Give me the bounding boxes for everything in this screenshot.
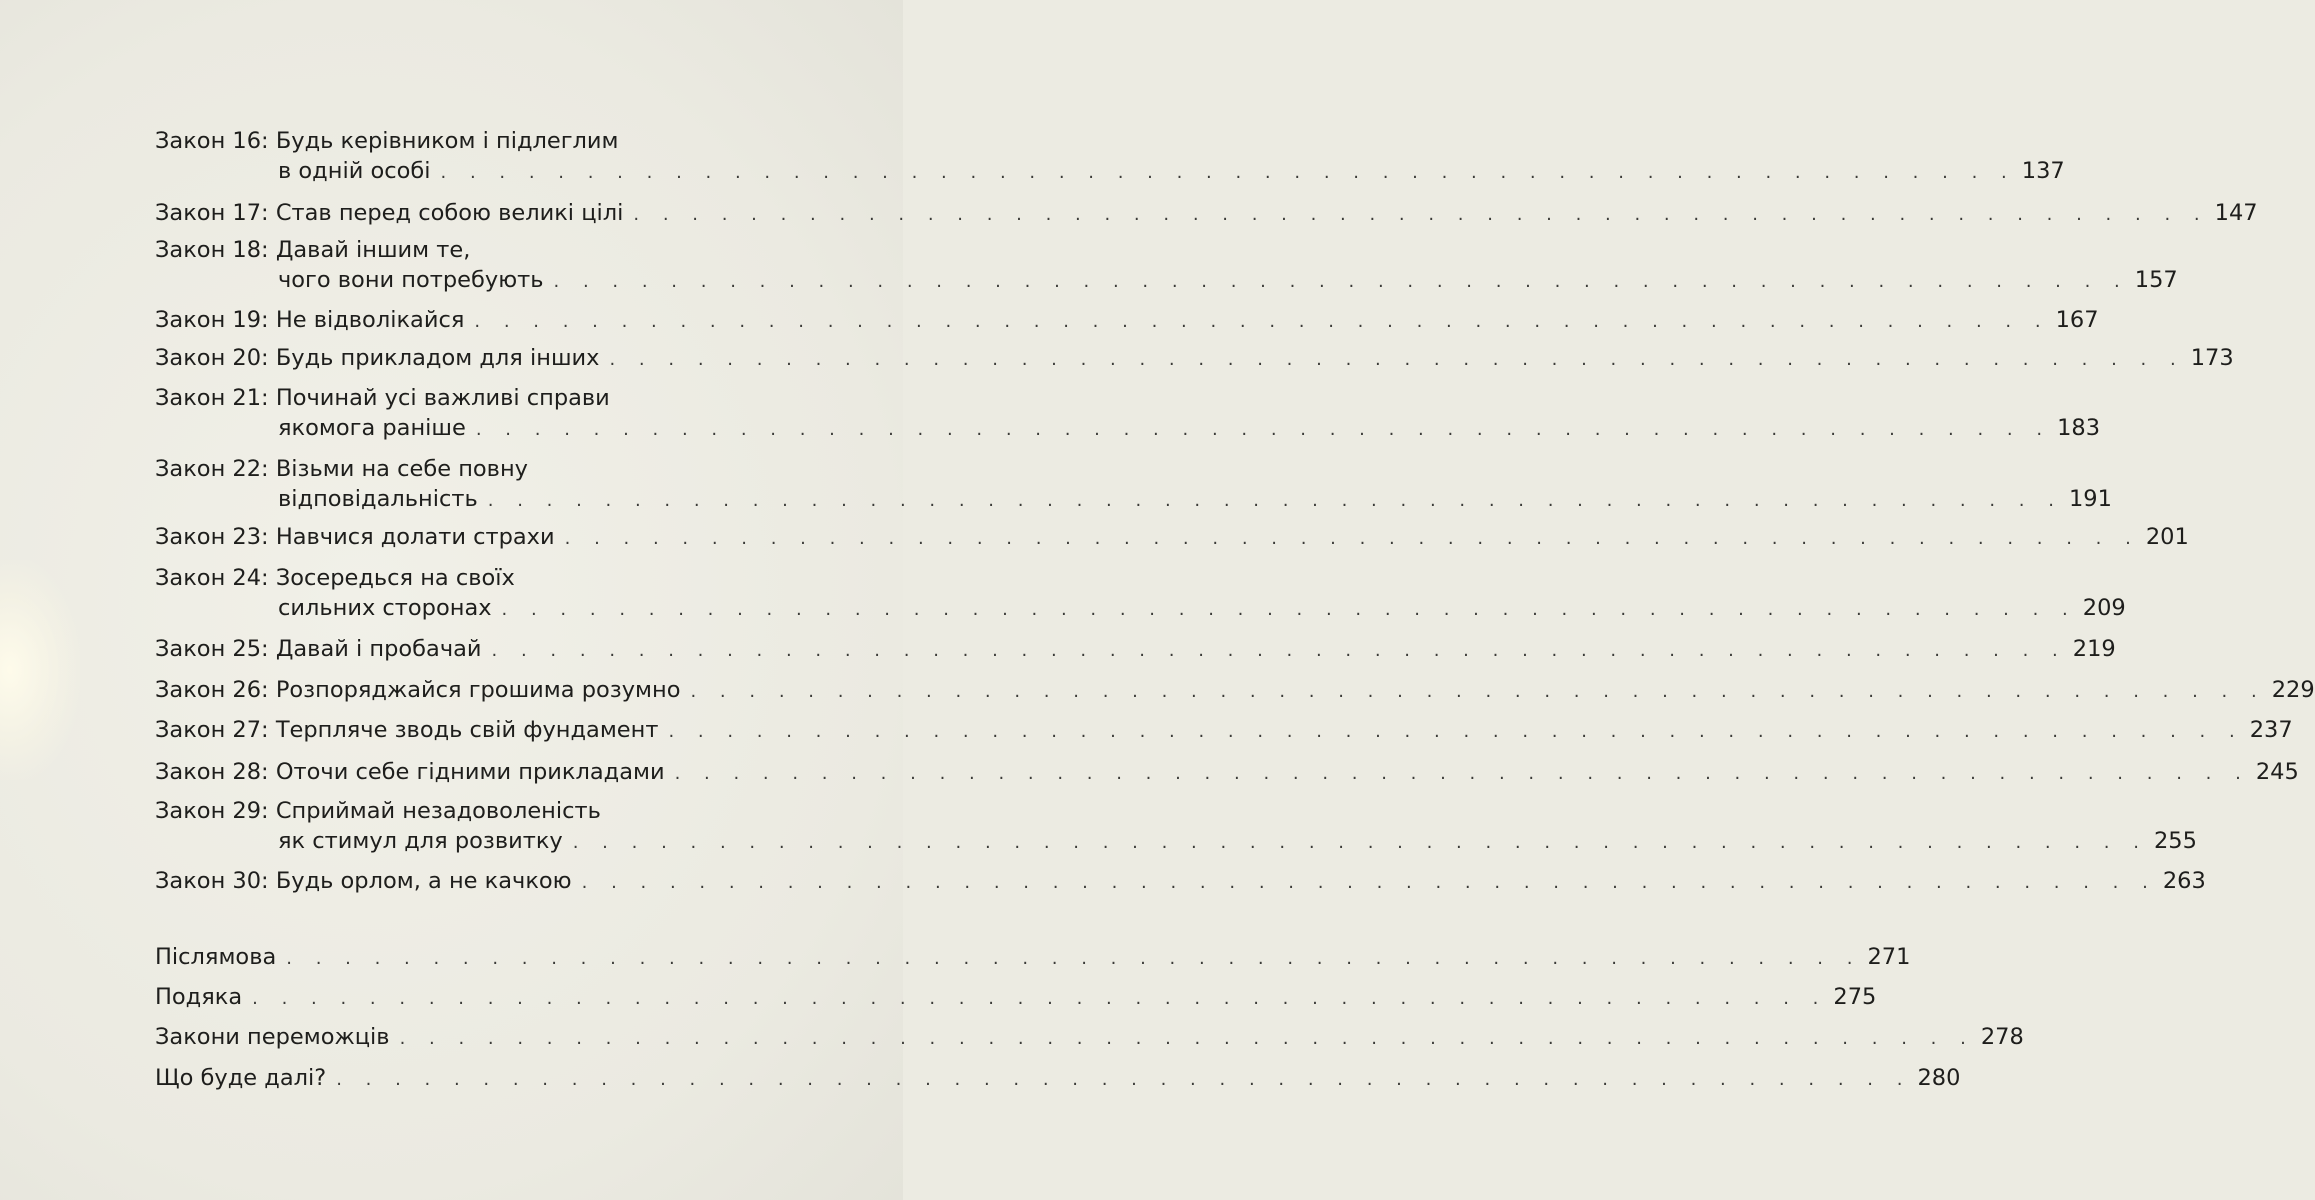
law-label: Закон 24: — [155, 565, 269, 591]
toc-line — [155, 866, 2206, 896]
entry-title: Будь прикладом для інших — [275, 345, 600, 371]
toc-line — [155, 796, 805, 826]
page-number: 191 — [2068, 486, 2112, 512]
toc-line — [155, 715, 2293, 745]
page-number: 183 — [2057, 415, 2101, 441]
entry-title: Оточи себе гідними прикладами — [275, 759, 665, 785]
toc-entry-law-30[interactable] — [155, 866, 2206, 896]
toc-line — [155, 563, 805, 593]
entry-title: Розпоряджайся грошима розумно — [275, 677, 681, 703]
page-number: 255 — [2153, 828, 2197, 854]
toc-entry-law-21[interactable] — [155, 383, 2101, 443]
law-label: Закон 22: — [155, 456, 269, 482]
law-label: Закон 21: — [155, 385, 269, 411]
toc-line — [155, 1063, 1961, 1093]
dot-leader: . . . . . . . . . . . . . . . . . . . . . . . . . . . . . . . . . . . . . . . . . . . . . . . . . . . . . . — [336, 1069, 1912, 1090]
law-label: Закон 16: — [155, 128, 269, 154]
entry-title: Закони переможців — [155, 1024, 390, 1050]
law-label: Закон 27: — [155, 717, 269, 743]
page-number: 237 — [2249, 717, 2293, 743]
page-number: 278 — [1980, 1024, 2024, 1050]
toc-line — [155, 198, 2258, 228]
page-number: 157 — [2134, 267, 2178, 293]
dot-leader: . . . . . . . . . . . . . . . . . . . . . . . . . . . . . . . . . . . . . . . . . . . . . . . . . . . . . . — [501, 599, 2077, 620]
toc-line — [155, 634, 2116, 664]
toc-line — [155, 454, 805, 484]
dot-leader: . . . . . . . . . . . . . . . . . . . . . . . . . . . . . . . . . . . . . . . . . . . . . . . . . . . . . . — [399, 1028, 1975, 1049]
dot-leader: . . . . . . . . . . . . . . . . . . . . . . . . . . . . . . . . . . . . . . . . . . . . . . . . . . . . . . — [475, 419, 2052, 440]
entry-title: Сприймай незадоволеність — [275, 798, 601, 824]
law-label: Закон 19: — [155, 307, 269, 333]
toc-line — [155, 126, 805, 156]
entry-title: Терпляче зводь свій фундамент — [275, 717, 659, 743]
page-number: 219 — [2072, 636, 2116, 662]
dot-leader: . . . . . . . . . . . . . . . . . . . . . . . . . . . . . . . . . . . . . . . . . . . . . . . . . . . . . . — [690, 681, 2266, 702]
toc-line — [155, 757, 2299, 787]
entry-title: Що буде далі? — [155, 1065, 327, 1091]
toc-line — [155, 156, 2065, 186]
toc-entry-law-20[interactable] — [155, 343, 2234, 373]
entry-title-cont: як стимул для розвитку — [278, 828, 563, 854]
toc-line — [155, 982, 1877, 1012]
dot-leader: . . . . . . . . . . . . . . . . . . . . . . . . . . . . . . . . . . . . . . . . . . . . . . . . . . . . . . — [581, 872, 2157, 893]
entry-title: Давай іншим те, — [275, 237, 471, 263]
law-label: Закон 17: — [155, 200, 269, 226]
toc-entry-law-25[interactable] — [155, 634, 2116, 664]
toc-entry-law-28[interactable] — [155, 757, 2299, 787]
dot-leader: . . . . . . . . . . . . . . . . . . . . . . . . . . . . . . . . . . . . . . . . . . . . . . . . . . . . . . — [609, 349, 2185, 370]
law-label: Закон 26: — [155, 677, 269, 703]
law-label: Закон 25: — [155, 636, 269, 662]
dot-leader: . . . . . . . . . . . . . . . . . . . . . . . . . . . . . . . . . . . . . . . . . . . . . . . . . . . . . . — [440, 162, 2016, 183]
toc-entry-law-27[interactable] — [155, 715, 2293, 745]
toc-line — [155, 675, 2315, 705]
entry-title: Післямова — [155, 944, 277, 970]
law-label: Закон 28: — [155, 759, 269, 785]
entry-title: Подяка — [155, 984, 243, 1010]
law-label: Закон 30: — [155, 868, 269, 894]
toc-line — [155, 305, 2099, 335]
page-number: 137 — [2021, 158, 2065, 184]
dot-leader: . . . . . . . . . . . . . . . . . . . . . . . . . . . . . . . . . . . . . . . . . . . . . . . . . . . . . . — [252, 988, 1828, 1009]
dot-leader: . . . . . . . . . . . . . . . . . . . . . . . . . . . . . . . . . . . . . . . . . . . . . . . . . . . . . . — [474, 311, 2050, 332]
dot-leader: . . . . . . . . . . . . . . . . . . . . . . . . . . . . . . . . . . . . . . . . . . . . . . . . . . . . . . — [491, 640, 2067, 661]
page-number: 245 — [2255, 759, 2299, 785]
toc-entry-law-18[interactable] — [155, 235, 2178, 295]
toc-line — [155, 942, 1911, 972]
dot-leader: . . . . . . . . . . . . . . . . . . . . . . . . . . . . . . . . . . . . . . . . . . . . . . . . . . . . . . — [674, 763, 2250, 784]
entry-title: Зосередься на своїх — [275, 565, 515, 591]
dot-leader: . . . . . . . . . . . . . . . . . . . . . . . . . . . . . . . . . . . . . . . . . . . . . . . . . . . . . . — [487, 490, 2063, 511]
entry-title: Будь орлом, а не качкою — [275, 868, 572, 894]
toc-entry-laws-of-winners[interactable] — [155, 1022, 2024, 1052]
toc-entry-law-23[interactable] — [155, 522, 2189, 552]
toc-entry-whats-next[interactable] — [155, 1063, 1961, 1093]
toc-line — [155, 1022, 2024, 1052]
entry-title: Будь керівником і підлеглим — [275, 128, 619, 154]
dot-leader: . . . . . . . . . . . . . . . . . . . . . . . . . . . . . . . . . . . . . . . . . . . . . . . . . . . . . . — [633, 204, 2209, 225]
toc-entry-law-22[interactable] — [155, 454, 2112, 514]
entry-title: Навчися долати страхи — [275, 524, 555, 550]
toc-line — [155, 593, 2126, 623]
toc-line — [155, 383, 805, 413]
dot-leader: . . . . . . . . . . . . . . . . . . . . . . . . . . . . . . . . . . . . . . . . . . . . . . . . . . . . . . — [572, 832, 2148, 853]
toc-entry-law-17[interactable] — [155, 198, 2258, 228]
toc-entry-law-19[interactable] — [155, 305, 2099, 335]
page-number: 229 — [2271, 677, 2315, 703]
toc-line — [155, 522, 2189, 552]
entry-title: Починай усі важливі справи — [275, 385, 610, 411]
entry-title: Візьми на себе повну — [275, 456, 528, 482]
law-label: Закон 29: — [155, 798, 269, 824]
law-label: Закон 18: — [155, 237, 269, 263]
toc-entry-law-16[interactable] — [155, 126, 2065, 186]
entry-title-cont: чого вони потребують — [278, 267, 544, 293]
toc-line — [155, 235, 805, 265]
page-number: 209 — [2082, 595, 2126, 621]
toc-line — [155, 484, 2112, 514]
toc-entry-afterword[interactable] — [155, 942, 1911, 972]
entry-title-cont: в одній особі — [278, 158, 431, 184]
law-label: Закон 20: — [155, 345, 269, 371]
toc-entry-law-24[interactable] — [155, 563, 2126, 623]
entry-title: Став перед собою великі цілі — [275, 200, 624, 226]
toc-line — [155, 343, 2234, 373]
toc-entry-law-29[interactable] — [155, 796, 2197, 856]
page-number: 280 — [1917, 1065, 1961, 1091]
entry-title-cont: якомога раніше — [278, 415, 466, 441]
light-glare — [0, 560, 80, 780]
toc-entry-acknowledgements[interactable] — [155, 982, 1877, 1012]
page-number: 275 — [1833, 984, 1877, 1010]
page-number: 263 — [2162, 868, 2206, 894]
dot-leader: . . . . . . . . . . . . . . . . . . . . . . . . . . . . . . . . . . . . . . . . . . . . . . . . . . . . . . — [564, 528, 2140, 549]
page-number: 271 — [1867, 944, 1911, 970]
entry-title-cont: відповідальність — [278, 486, 478, 512]
toc-line — [155, 413, 2101, 443]
page-number: 201 — [2145, 524, 2189, 550]
toc-line — [155, 826, 2197, 856]
page-number: 147 — [2214, 200, 2258, 226]
dot-leader: . . . . . . . . . . . . . . . . . . . . . . . . . . . . . . . . . . . . . . . . . . . . . . . . . . . . . . — [553, 271, 2129, 292]
page-number: 173 — [2190, 345, 2234, 371]
dot-leader: . . . . . . . . . . . . . . . . . . . . . . . . . . . . . . . . . . . . . . . . . . . . . . . . . . . . . . — [668, 721, 2244, 742]
toc-entry-law-26[interactable] — [155, 675, 2315, 705]
page-number: 167 — [2055, 307, 2099, 333]
entry-title-cont: сильних сторонах — [278, 595, 492, 621]
law-label: Закон 23: — [155, 524, 269, 550]
entry-title: Давай і пробачай — [275, 636, 482, 662]
toc-line — [155, 265, 2178, 295]
entry-title: Не відволікайся — [275, 307, 465, 333]
dot-leader: . . . . . . . . . . . . . . . . . . . . . . . . . . . . . . . . . . . . . . . . . . . . . . . . . . . . . . — [286, 948, 1862, 969]
